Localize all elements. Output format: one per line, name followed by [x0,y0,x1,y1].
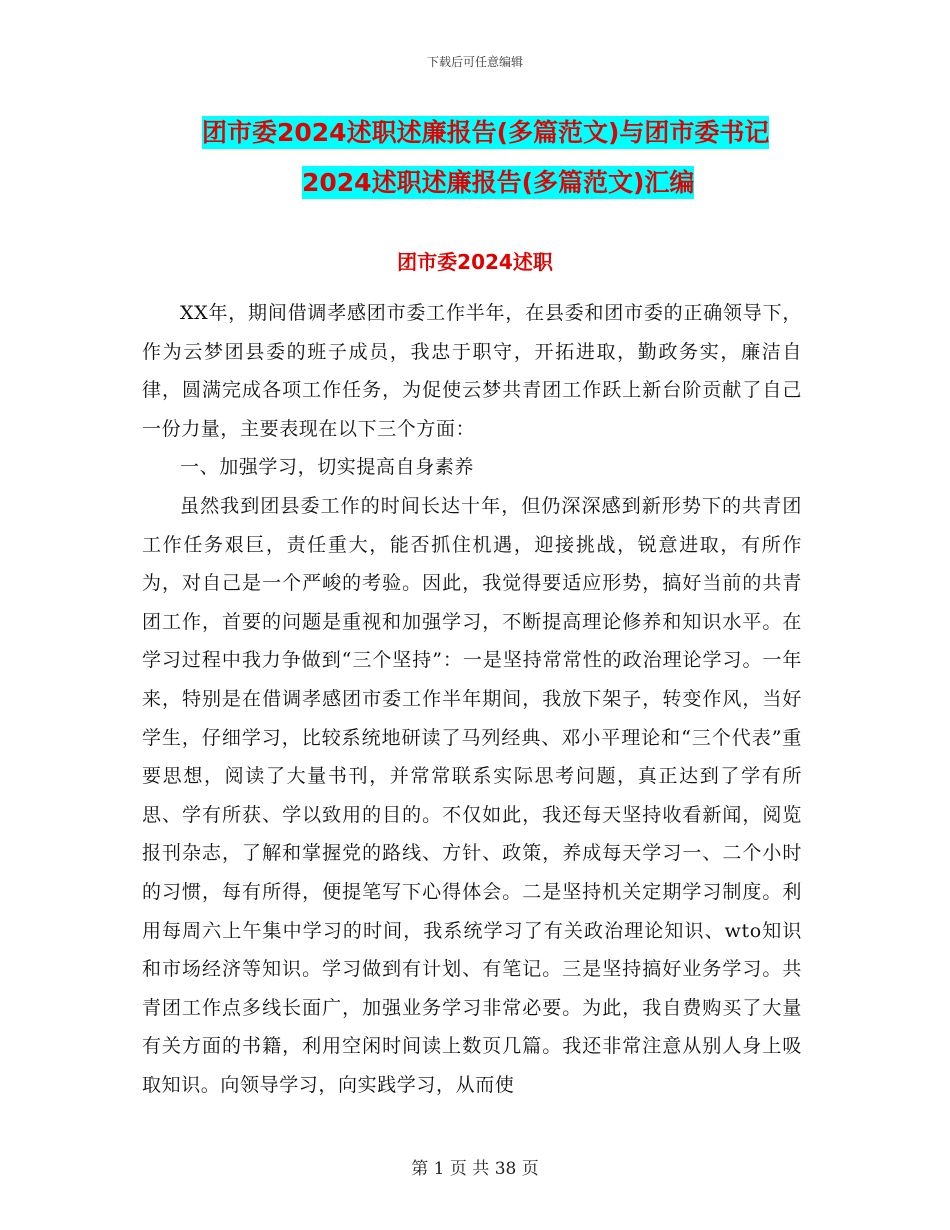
title-line-2 [150,158,850,208]
title-line-1-text: 团市委2024述职述廉报告(多篇范文)与团市委书记 [202,118,770,147]
document-title [150,108,850,208]
paragraph-intro: XX年，期间借调孝感团市委工作半年，在县委和团市委的正确领导下，作为云梦团县委的班子成员，我忠于职守，开拓进取，勤政务实，廉洁自律，圆满完成各项工作任务，为促使云梦共青团工作跃上新台阶贡献了自己一份力量，主要表现在以下三个方面： [142,302,802,440]
section-title: 团市委2024述职 [397,250,553,274]
paragraph-heading-1: 一、加强学习，切实提高自身素养 [180,456,475,479]
header-note: 下载后可任意编辑 [426,55,523,69]
title-line-2-text: 2024述职述廉报告(多篇范文)汇编 [302,168,695,197]
title-line-1 [150,108,850,158]
page-footer: 第 1 页 共 38 页 [411,1159,539,1179]
paragraph-study: 虽然我到团县委工作的时间长达十年，但仍深深感到新形势下的共青团工作任务艰巨，责任重大，能否抓住机遇，迎接挑战，锐意进取，有所作为，对自己是一个严峻的考验。因此，我觉得要适应形势，搞好当前的共青团工作，首要的问题是重视和加强学习，不断提高理论修养和知识水平。在学习过程中我力争做到“三个坚持”：一是坚持常常性的政治理论学习。一年来，特别是在借调孝感团市委工作半年期间，我放下架子，转变作风，当好学生，仔细学习，比较系统地研读了马列经典、邓小平理论和“三个代表”重要思想，阅读了大量书刊，并常常联系实际思考问题，真正达到了学有所思、学有所获、学以致用的目的。不仅如此，我还每天坚持收看新闻，阅览报刊杂志，了解和掌握党的路线、方针、政策，养成每天学习一、二个小时的习惯，每有所得，便提笔写下心得体会。二是坚持机关定期学习制度。利用每周六上午集中学习的时间，我系统学习了有关政治理论知识、wto知识和市场经济等知识。学习做到有计划、有笔记。三是坚持搞好业务学习。共青团工作点多线长面广，加强业务学习非常必要。为此，我自费购买了大量有关方面的书籍，利用空闲时间读上数页几篇。我还非常注意从别人身上吸取知识。向领导学习，向实践学习，从而使 [142,494,802,1096]
body-text [142,294,802,1104]
